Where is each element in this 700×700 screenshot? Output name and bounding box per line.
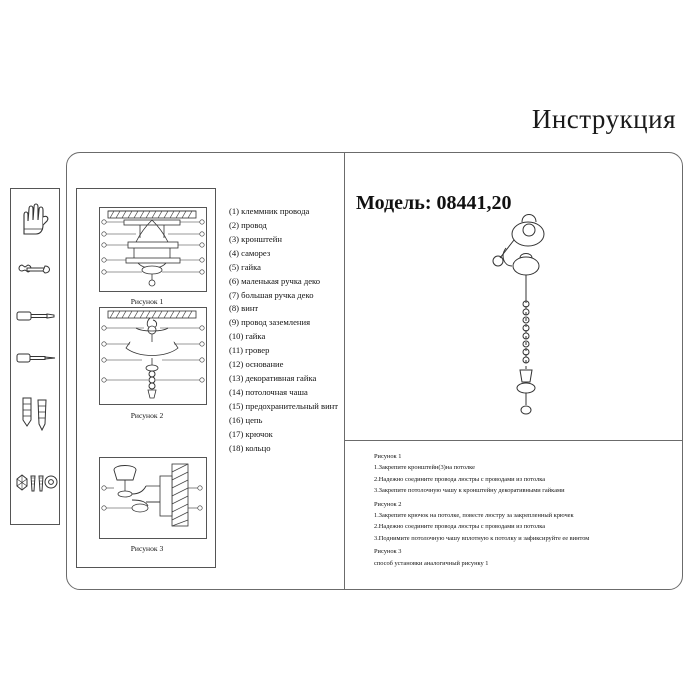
figure-column: [76, 188, 216, 568]
part-item: (8) винт: [229, 303, 259, 314]
instruction-step: 1.Закрепите крючок на потолке, повесте люстру за закрепленный крючек: [374, 511, 574, 519]
instruction-step: 2.Надежно соедините провода люстры с проводами из потолка: [374, 475, 546, 483]
instruction-step: 1.Закрепите кронштейн(3)на потолке: [374, 464, 475, 472]
instruction-step: 3.Поднимите потолочную чашу вплотную к потолку и зафиксируйте ее винтом: [374, 534, 590, 542]
part-item: (11) гровер: [229, 345, 270, 356]
page-title: Инструкция: [531, 104, 676, 134]
wall-lamp-illustration: [470, 200, 600, 470]
part-item: (15) предохранительный винт: [229, 400, 339, 411]
tools-panel: [10, 188, 60, 525]
awl-icon: [15, 349, 57, 367]
part-item: (6) маленькая ручка деко: [229, 275, 321, 286]
part-item: (16) цепь: [229, 414, 263, 425]
figure-2-caption: Рисунок 2: [130, 411, 164, 420]
figure-2: [99, 307, 207, 405]
part-item: (13) декоративная гайка: [229, 373, 317, 384]
instruction-header: Рисунок 3: [374, 548, 402, 556]
dowel-icon: [19, 394, 53, 440]
part-item: (4) саморез: [229, 247, 271, 258]
screwdriver-icon: [15, 307, 57, 325]
part-item: (9) провод заземления: [229, 317, 311, 328]
figure-3-caption: Рисунок 3: [130, 544, 164, 553]
part-item: (2) провод: [229, 219, 267, 230]
parts-list: [229, 205, 349, 456]
model-label: Модель: 08441,20: [356, 192, 512, 214]
instruction-text: [374, 449, 674, 569]
part-item: (10) гайка: [229, 331, 266, 342]
figure-1-caption: Рисунок 1: [130, 297, 164, 306]
part-item: (3) кронштейн: [229, 233, 282, 244]
part-item: (17) крючок: [229, 428, 273, 439]
wrench-icon: [16, 261, 56, 281]
instruction-step: способ установки аналогичный рисунку 1: [374, 559, 489, 567]
figure-3: [99, 457, 207, 539]
part-item: (12) основание: [229, 359, 284, 370]
instruction-header: Рисунок 2: [374, 500, 402, 508]
instruction-step: 2.Надежно соедините провода люстры с проводами из потолка: [374, 523, 546, 531]
gloves-icon: [16, 201, 56, 237]
part-item: (5) гайка: [229, 261, 261, 272]
hardware-icon: [14, 469, 58, 499]
instruction-header: Рисунок 1: [374, 453, 402, 460]
part-item: (7) большая ручка деко: [229, 289, 314, 300]
figure-1: [99, 207, 207, 292]
part-item: (1) клеммник провода: [229, 206, 310, 216]
part-item: (14) потолочная чаша: [229, 386, 308, 397]
part-item: (18) кольцо: [229, 442, 271, 453]
instruction-step: 3.Закрепите потолочную чашу к кронштейну декоративными гайками: [374, 487, 565, 495]
